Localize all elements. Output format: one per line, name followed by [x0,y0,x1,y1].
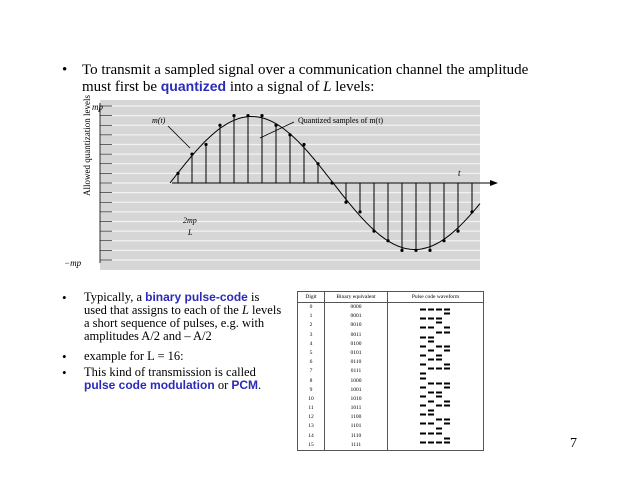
pulse-waveform [416,303,456,311]
sample-point [232,114,235,117]
binary-cell: 0000 [325,303,388,312]
digit-cell: 3 [298,331,325,340]
pcm-code-table [297,291,484,451]
intro-text: To transmit a sampled signal over a communication channel the amplitude must first be quantized into a signal of L levels: [82,62,529,95]
digit-cell: 0 [298,303,325,312]
waveform-cell [388,349,483,358]
table-row [298,303,483,312]
digit-cell: 2 [298,321,325,330]
pulse-path [420,341,450,346]
digit-cell: 4 [298,340,325,349]
sample-point [302,143,305,146]
waveform-cell [388,377,483,386]
table-row [298,367,483,376]
waveform-cell [388,312,483,321]
pulse-path [420,360,450,365]
pulse-waveform [416,413,456,421]
pulse-waveform [416,312,456,320]
bullet-dot: • [62,365,67,380]
bottom-level-label: −mp [64,258,82,268]
binary-cell: 1011 [325,404,388,413]
waveform-cell [388,422,483,431]
pulse-path [420,424,450,429]
digit-cell: 6 [298,358,325,367]
pulse-path [420,369,450,374]
binary-cell: 1111 [325,441,388,450]
table-row [298,321,483,330]
bullet-example: • example for L = 16: [62,349,184,364]
digit-cell: 11 [298,404,325,413]
pulse-waveform [416,395,456,403]
waveform-cell [388,303,483,312]
header-digit: Digit [298,292,325,302]
pulse-path [420,387,450,392]
binary-cell: 1010 [325,395,388,404]
binary-cell: 1000 [325,377,388,386]
table-row [298,413,483,422]
keyword-binary-pulse-code: binary pulse-code [145,290,248,304]
header-waveform: Pulse code waveform [411,294,460,300]
time-label: t [458,168,461,178]
sample-point [204,143,207,146]
waveform-cell [388,395,483,404]
sample-point [456,230,459,233]
signal-label: m(t) [152,116,166,125]
pulse-waveform [416,340,456,348]
pulse-path [420,396,450,401]
keyword-quantized: quantized [160,78,227,94]
table-row [298,441,483,450]
waveform-cell [388,386,483,395]
sample-point [400,249,403,252]
binary-cell: 1001 [325,386,388,395]
binary-cell: 0101 [325,349,388,358]
keyword-pcm: PCM [231,378,259,392]
digit-cell: 10 [298,395,325,404]
binary-cell: 0111 [325,367,388,376]
page-number: 7 [570,436,577,451]
pulse-path [420,378,450,383]
time-axis-arrow [490,180,498,186]
pulse-waveform [416,432,456,440]
digit-cell: 8 [298,377,325,386]
pulse-waveform [416,367,456,375]
table-row [298,386,483,395]
pulse-path [420,406,450,411]
header-binary: Binary equivalent [325,292,388,302]
waveform-cell [388,340,483,349]
pulse-waveform [416,349,456,357]
pulse-path [420,433,450,438]
digit-cell: 7 [298,367,325,376]
table-row [298,349,483,358]
pulse-waveform [416,404,456,412]
table-row [298,432,483,441]
binary-cell: 0100 [325,340,388,349]
table-header [298,292,483,303]
table-row [298,358,483,367]
binary-cell: 0110 [325,358,388,367]
keyword-pcm-full: pulse code modulation [84,378,215,392]
bullet-pcm: • This kind of transmission is called pulse code modulation or PCM. [62,365,262,392]
waveform-cell [388,321,483,330]
waveform-cell [388,367,483,376]
bullet-dot: • [62,62,68,78]
samples-label: Quantized samples of m(t) [298,116,384,125]
bullet-dot: • [62,290,67,305]
sample-point [358,210,361,213]
table-row [298,331,483,340]
binary-cell: 1110 [325,432,388,441]
waveform-cell [388,432,483,441]
binary-cell: 1100 [325,413,388,422]
digit-cell: 5 [298,349,325,358]
pulse-path [420,314,450,319]
digit-cell: 1 [298,312,325,321]
pulse-path [420,332,450,337]
waveform-cell [388,404,483,413]
table-row [298,312,483,321]
pulse-waveform [416,422,456,430]
pulse-waveform [416,358,456,366]
quantization-plot [64,95,500,278]
pulse-path [420,415,450,420]
sample-point [218,124,221,127]
quantization-figure [64,95,500,278]
step-label-denominator: L [188,228,193,237]
table-row [298,377,483,386]
pulse-path [420,323,450,328]
binary-cell: 0001 [325,312,388,321]
table-row [298,404,483,413]
digit-cell: 15 [298,441,325,450]
top-level-label: mp [92,102,103,112]
bullet-binary-code: • Typically, a binary pulse-code is used that assigns to each of the L levels a short sequence of pulses, e.g. with amplitudes A/2 and – A/2 [62,290,282,343]
pulse-waveform [416,386,456,394]
binary-cell: 0011 [325,331,388,340]
binary-cell: 1101 [325,422,388,431]
pulse-waveform [416,377,456,385]
intro-bullet [62,62,532,95]
waveform-cell [388,331,483,340]
table-row [298,395,483,404]
bullet-dot: • [62,349,67,364]
y-axis-label: Allowed quantization levels [82,95,92,196]
digit-cell: 14 [298,432,325,441]
digit-cell: 9 [298,386,325,395]
waveform-cell [388,441,483,450]
pulse-waveform [416,321,456,329]
sample-point [260,114,263,117]
table-body [298,303,483,450]
waveform-cell [388,358,483,367]
pulse-waveform [416,331,456,339]
table-row [298,340,483,349]
pulse-waveform [416,441,456,449]
binary-cell: 0010 [325,321,388,330]
waveform-cell [388,413,483,422]
step-label-numerator: 2mp [183,216,197,225]
pulse-path [420,350,450,355]
table-row [298,422,483,431]
digit-cell: 12 [298,413,325,422]
sample-point [428,249,431,252]
digit-cell: 13 [298,422,325,431]
